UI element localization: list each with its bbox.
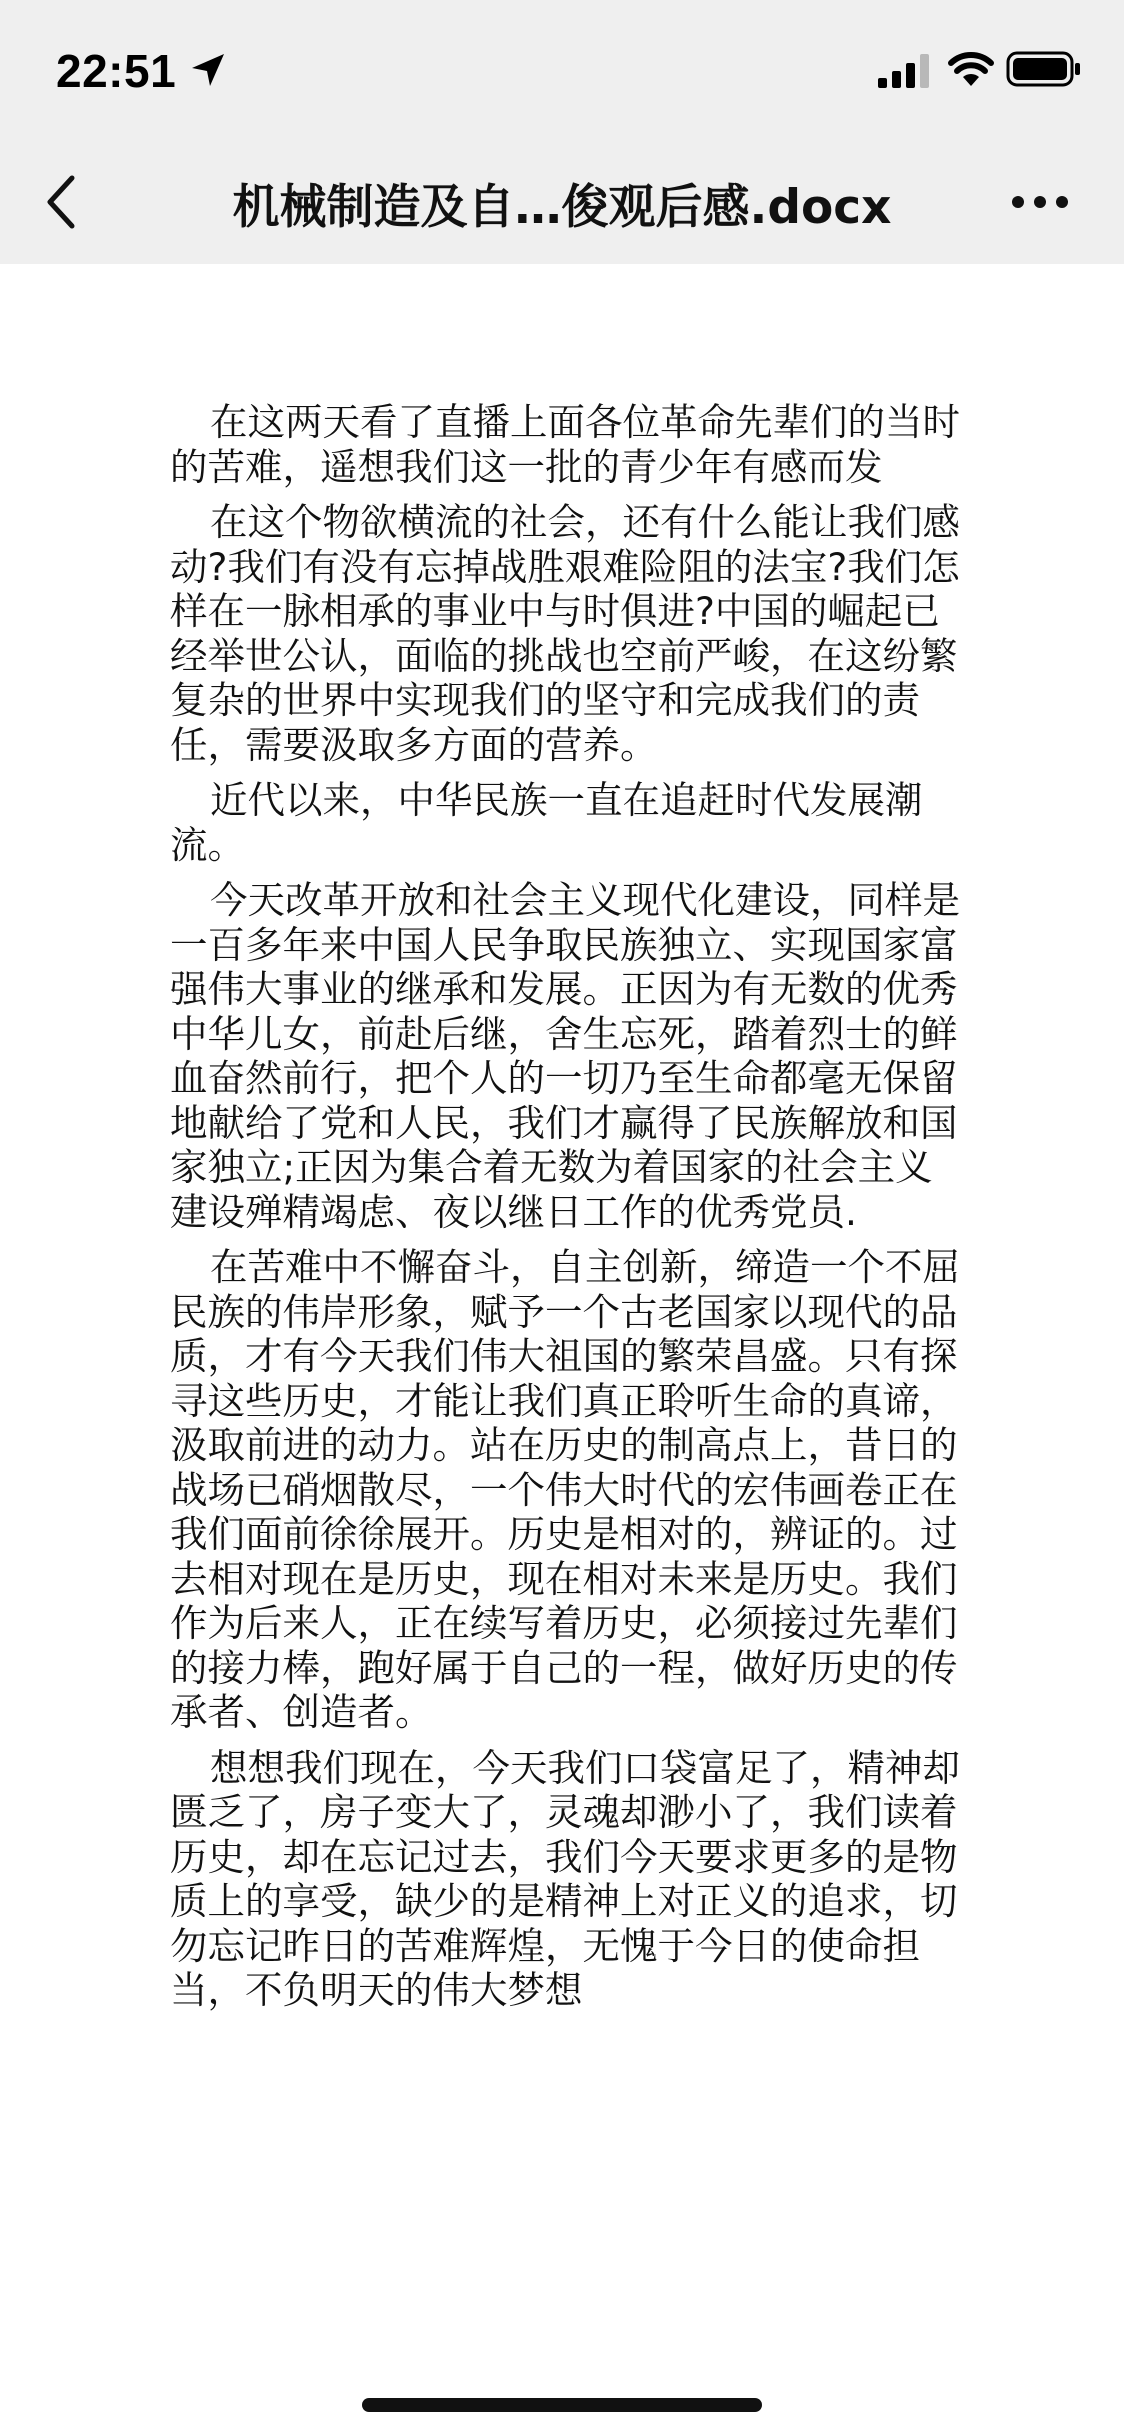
chevron-left-icon: [30, 164, 100, 240]
more-options-button[interactable]: [1000, 174, 1080, 230]
home-indicator[interactable]: [362, 2398, 762, 2412]
battery-icon: [1006, 50, 1082, 88]
status-bar: [0, 0, 1124, 140]
back-button[interactable]: [30, 164, 100, 240]
header-area: [0, 0, 1124, 264]
navigation-bar: [0, 140, 1124, 264]
document-paragraph: 在这个物欲横流的社会，还有什么能让我们感动?我们有没有忘掉战胜艰难险阻的法宝?我们怎样在一脉相承的事业中与时俱进?中国的崛起已经举世公认，面临的挑战也空前严峻，在这纷繁复杂的世界中实现我们的坚守和完成我们的责任，需要汲取多方面的营养。: [170, 500, 960, 767]
location-arrow-icon: [188, 50, 228, 90]
more-horizontal-icon: [1000, 174, 1080, 230]
document-paragraph: 近代以来，中华民族一直在追赶时代发展潮流。: [170, 778, 923, 867]
status-time: 22:51: [56, 45, 177, 97]
document-title: 机械制造及自…俊观后感.docx: [232, 180, 892, 235]
cellular-signal-icon: [878, 54, 934, 88]
wifi-icon: [948, 50, 994, 88]
document-paragraph: 想想我们现在，今天我们口袋富足了，精神却匮乏了，房子变大了，灵魂却渺小了，我们读着历史，却在忘记过去，我们今天要求更多的是物质上的享受，缺少的是精神上对正义的追求，切勿忘记昨日的苦难辉煌，无愧于今日的使命担当，不负明天的伟大梦想: [170, 1745, 960, 2012]
document-body: [170, 400, 960, 2024]
document-paragraph: 在这两天看了直播上面各位革命先辈们的当时的苦难，遥想我们这一批的青少年有感而发: [170, 400, 960, 489]
document-paragraph: 今天改革开放和社会主义现代化建设，同样是一百多年来中国人民争取民族独立、实现国家富强伟大事业的继承和发展。正因为有无数的优秀中华儿女，前赴后继，舍生忘死，踏着烈士的鲜血奋然前行，把个人的一切乃至生命都毫无保留地献给了党和人民，我们才赢得了民族解放和国家独立;正因为集合着无数为着国家的社会主义建设殚精竭虑、夜以继日工作的优秀党员.: [170, 878, 960, 1234]
document-paragraph: 在苦难中不懈奋斗，自主创新，缔造一个不屈民族的伟岸形象，赋予一个古老国家以现代的品质，才有今天我们伟大祖国的繁荣昌盛。只有探寻这些历史，才能让我们真正聆听生命的真谛，汲取前进的动力。站在历史的制高点上，昔日的战场已硝烟散尽，一个伟大时代的宏伟画卷正在我们面前徐徐展开。历史是相对的，辨证的。过去相对现在是历史，现在相对未来是历史。我们作为后来人，正在续写着历史，必须接过先辈们的接力棒，跑好属于自己的一程，做好历史的传承者、创造者。: [170, 1245, 960, 1734]
